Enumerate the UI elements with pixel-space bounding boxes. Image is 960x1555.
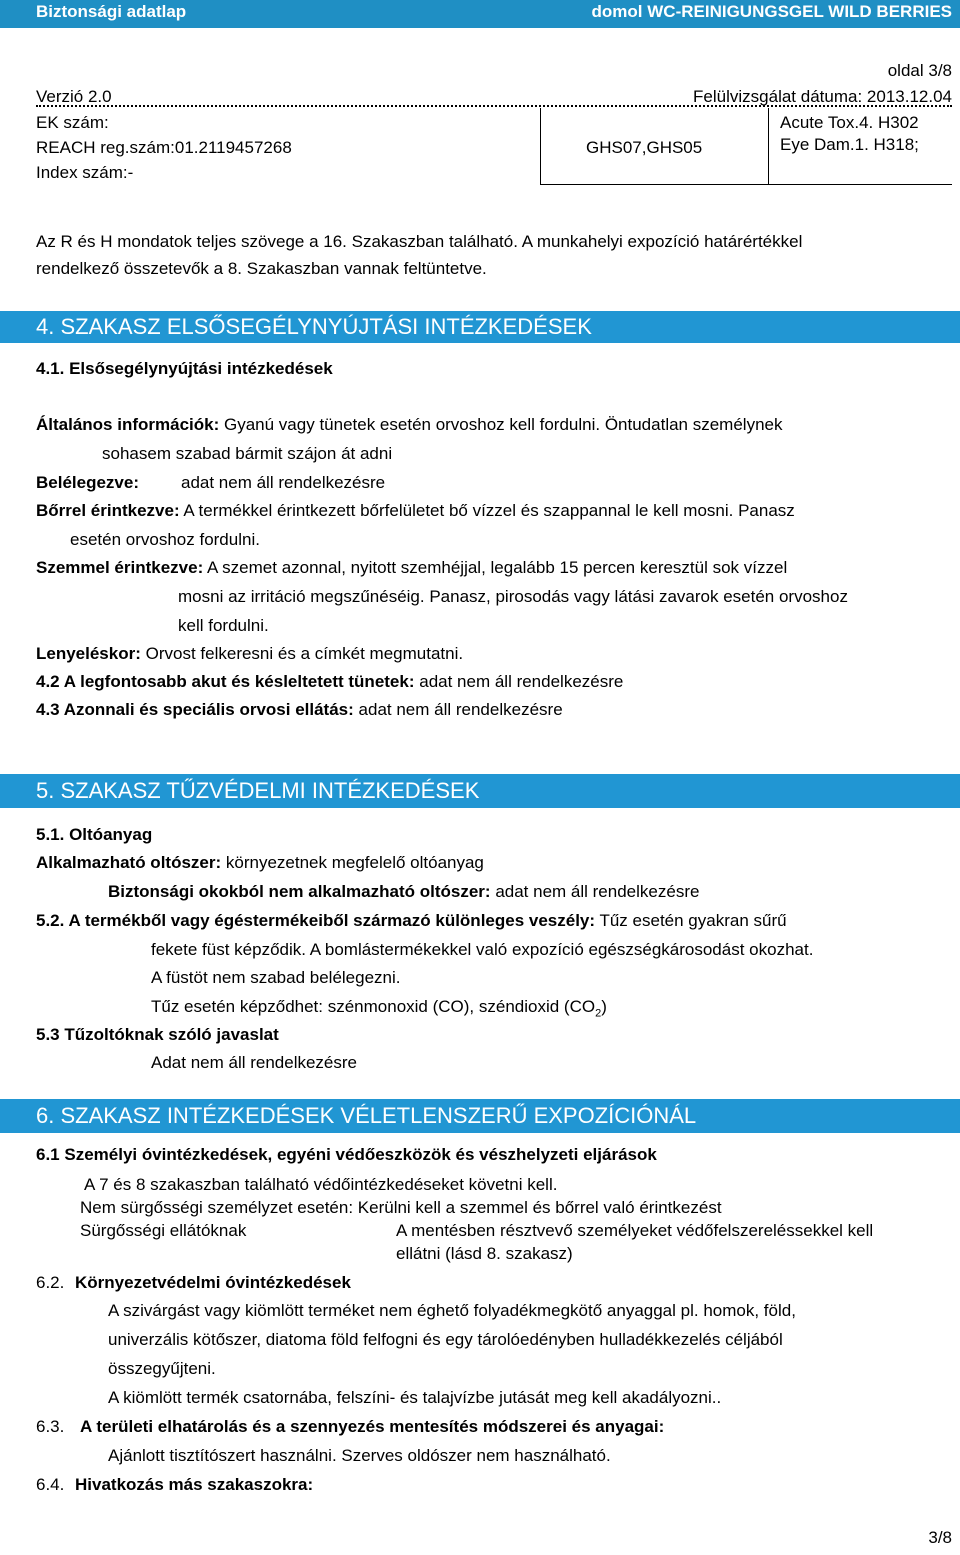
ingestion-row <box>36 643 463 665</box>
section-4-header <box>0 311 960 343</box>
header-vline-2 <box>768 108 769 185</box>
page-indicator: oldal 3/8 <box>887 61 952 80</box>
hazard-class-1: Acute Tox.4. H302 <box>780 113 919 132</box>
section-5-2-text: Tűz esetén gyakran sűrű <box>599 911 787 930</box>
section-4-2-row <box>36 671 623 693</box>
section-4-1-heading: 4.1. Elsősegélynyújtási intézkedések <box>36 359 333 378</box>
section-6-title: 6. SZAKASZ INTÉZKEDÉSEK VÉLETLENSZERŰ EXPOZÍCIÓNÁL <box>36 1103 697 1128</box>
product-name: domol WC-REINIGUNGSGEL WILD BERRIES <box>591 2 952 21</box>
section-5-3-text: Adat nem áll rendelkezésre <box>151 1053 358 1072</box>
section-4-2-text: adat nem áll rendelkezésre <box>419 672 624 691</box>
suitable-media-text: környezetnek megfelelő oltóanyag <box>225 853 484 872</box>
section-4-2-label: 4.2 A legfontosabb akut és késleltetett tünetek: <box>36 672 415 691</box>
header-vline-1 <box>540 108 541 185</box>
intro-line-1: Az R és H mondatok teljes szövege a 16. Szakaszban található. A munkahelyi expozíció határértékkel <box>36 232 803 251</box>
section-6-2-heading: Környezetvédelmi óvintézkedések <box>75 1273 351 1292</box>
version-label: Verzió 2.0 <box>36 87 112 106</box>
section-5-2-label: 5.2. A termékből vagy égéstermékeiből származó különleges veszély: <box>36 911 596 930</box>
section-6-3-number: 6.3. <box>36 1417 65 1436</box>
emergency-responders-label: Sürgősségi ellátóknak <box>80 1221 247 1240</box>
section-6-2-text-3: összegyűjteni. <box>108 1359 216 1378</box>
closing-paren: ) <box>601 997 607 1016</box>
skin-contact-label: Bőrrel érintkezve: <box>36 501 180 520</box>
general-info-text-2: sohasem szabad bármit szájon át adni <box>102 444 393 463</box>
section-4-3-text: adat nem áll rendelkezésre <box>358 700 563 719</box>
section-6-header <box>0 1099 960 1133</box>
co2-subscript: 2 <box>595 1007 602 1020</box>
unsuitable-media-row <box>108 881 699 903</box>
section-5-2-text-3: A füstöt nem szabad belélegezni. <box>151 968 401 987</box>
footer-page-number: 3/8 <box>928 1528 952 1547</box>
section-5-3-heading: 5.3 Tűzoltóknak szóló javaslat <box>36 1025 279 1044</box>
eye-contact-text-2: mosni az irritáció megszűnéséig. Panasz, pirosodás vagy látási zavarok esetén orvoshoz <box>178 587 848 606</box>
general-info-text: Gyanú vagy tünetek esetén orvoshoz kell fordulni. Öntudatlan személynek <box>224 415 783 434</box>
revision-date: Felülvizsgálat dátuma: 2013.12.04 <box>693 87 952 106</box>
skin-contact-row <box>36 500 795 522</box>
section-5-1-heading: 5.1. Oltóanyag <box>36 825 153 844</box>
reach-number: REACH reg.szám:01.2119457268 <box>36 138 292 157</box>
section-6-2-number: 6.2. <box>36 1273 65 1292</box>
section-6-1-text-1: A 7 és 8 szakaszban található védőintézkedéseket követni kell. <box>84 1175 558 1194</box>
doc-type-label: Biztonsági adatlap <box>36 2 187 21</box>
section-6-2-text-4: A kiömlött termék csatornába, felszíni- és talajvízbe jutását meg kell akadályozni.. <box>108 1388 722 1407</box>
hazard-class-2: Eye Dam.1. H318; <box>780 135 919 154</box>
unsuitable-media-text: adat nem áll rendelkezésre <box>495 882 700 901</box>
eye-contact-text-3: kell fordulni. <box>178 616 269 635</box>
section-6-4-heading: Hivatkozás más szakaszokra: <box>75 1475 314 1494</box>
suitable-media-row <box>36 852 484 874</box>
section-4-3-row <box>36 699 563 721</box>
section-6-4-number: 6.4. <box>36 1475 65 1494</box>
eye-contact-text: A szemet azonnal, nyitott szemhéjjal, legalább 15 percen keresztül sok vízzel <box>207 558 788 577</box>
ghs-pictograms: GHS07,GHS05 <box>586 138 703 157</box>
section-6-2-text-2: univerzális kötőszer, diatoma föld felfogni és egy tárolóedényben hulladékkezelés céljából <box>108 1330 783 1349</box>
ingestion-label: Lenyeléskor: <box>36 644 141 663</box>
inhalation-text: adat nem áll rendelkezésre <box>181 473 386 492</box>
section-4-title: 4. SZAKASZ ELSŐSEGÉLYNYÚJTÁSI INTÉZKEDÉSEK <box>36 314 592 339</box>
section-6-3-text: Ajánlott tisztítószert használni. Szerves oldószer nem használható. <box>108 1446 611 1465</box>
inhalation-label: Belélegezve: <box>36 473 139 492</box>
emergency-responders-text-1: A mentésben résztvevő személyeket védőfelszereléssekkel kell <box>396 1221 874 1240</box>
section-5-2-text-4 <box>151 996 607 1024</box>
section-6-1-heading: 6.1 Személyi óvintézkedések, egyéni védőeszközök és vészhelyzeti eljárások <box>36 1145 657 1164</box>
header-divider <box>36 105 952 107</box>
suitable-media-label: Alkalmazható oltószer: <box>36 853 222 872</box>
unsuitable-media-label: Biztonsági okokból nem alkalmazható oltószer: <box>108 882 491 901</box>
ek-number: EK szám: <box>36 113 109 132</box>
section-5-2-row <box>36 910 787 932</box>
general-info-label: Általános információk: <box>36 415 220 434</box>
section-5-header <box>0 774 960 808</box>
document-header-bar <box>0 0 960 28</box>
section-6-1-text-2: Nem sürgősségi személyzet esetén: Kerülni kell a szemmel és bőrrel való érintkezést <box>80 1198 722 1217</box>
general-info-row <box>36 414 952 436</box>
skin-contact-text-2: esetén orvoshoz fordulni. <box>70 530 260 549</box>
combustion-products: Tűz esetén képződhet: szénmonoxid (CO), széndioxid (CO <box>151 997 596 1016</box>
emergency-responders-text-2: ellátni (lásd 8. szakasz) <box>396 1244 573 1263</box>
eye-contact-label: Szemmel érintkezve: <box>36 558 204 577</box>
section-5-title: 5. SZAKASZ TŰZVÉDELMI INTÉZKEDÉSEK <box>36 778 480 803</box>
ingestion-text: Orvost felkeresni és a címkét megmutatni. <box>145 644 464 663</box>
header-bottom-line <box>540 184 952 185</box>
intro-line-2: rendelkező összetevők a 8. Szakaszban vannak feltüntetve. <box>36 259 487 278</box>
skin-contact-text: A termékkel érintkezett bőrfelületet bő vízzel és szappannal le kell mosni. Panasz <box>183 501 795 520</box>
section-5-2-text-2: fekete füst képződik. A bomlástermékekkel való expozíció egészségkárosodást okozhat. <box>151 940 814 959</box>
section-6-3-heading: A területi elhatárolás és a szennyezés mentesítés módszerei és anyagai: <box>80 1417 665 1436</box>
section-4-3-label: 4.3 Azonnali és speciális orvosi ellátás: <box>36 700 354 719</box>
eye-contact-row <box>36 557 787 579</box>
index-number: Index szám:- <box>36 163 134 182</box>
section-6-2-text-1: A szivárgást vagy kiömlött terméket nem éghető folyadékmegkötő anyaggal pl. homok, föld, <box>108 1301 796 1320</box>
